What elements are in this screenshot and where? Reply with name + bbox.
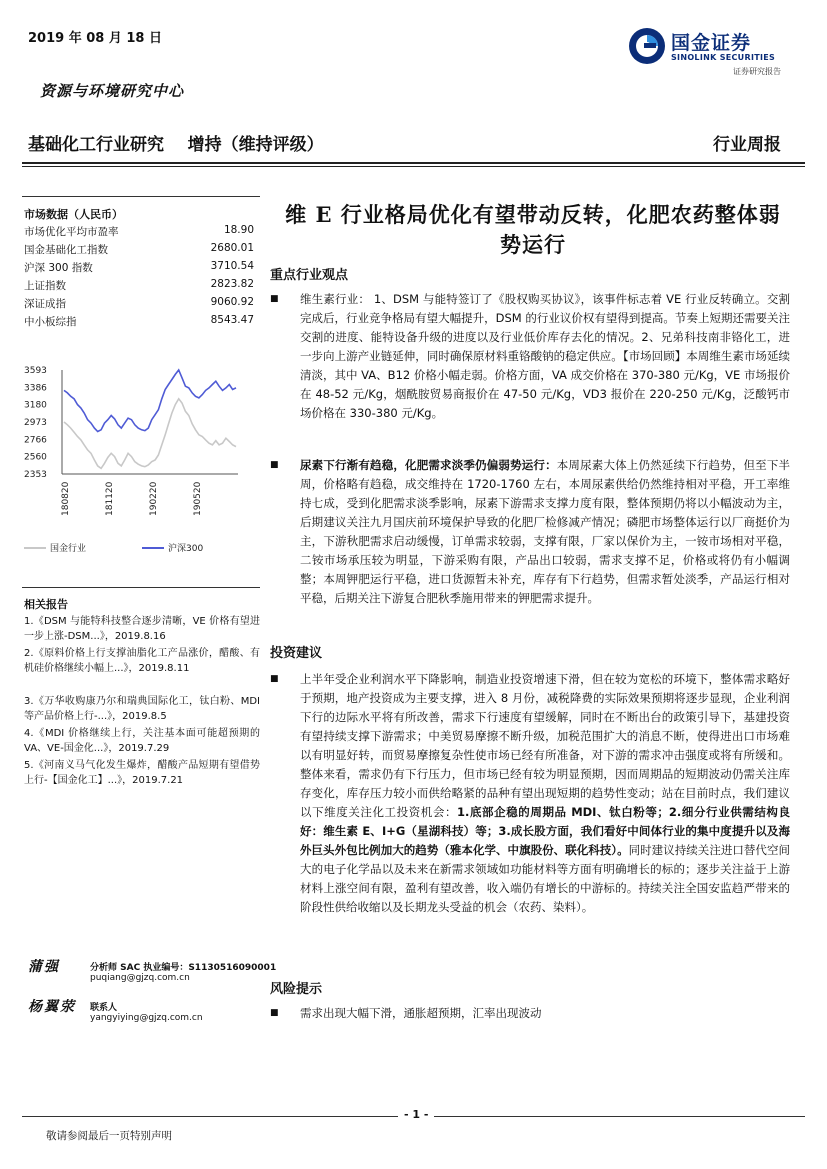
section-heading: 风险提示 — [270, 982, 323, 997]
bullet-square-icon: ■ — [270, 294, 279, 304]
related-report-item[interactable]: 2.《原料价格上行支撑油脂化工产品涨价，醋酸、有机硅价格继续小幅上...》，2019.8.11 — [24, 648, 260, 674]
paragraph: 需求出现大幅下滑，通胀超预期，汇率出现波动 — [300, 1006, 542, 1020]
y-tick-label: 2560 — [24, 452, 47, 463]
market-value: 8543.47 — [210, 314, 254, 326]
x-tick-label: 180820 — [61, 481, 71, 516]
footer-disclaimer: 敬请参阅最后一页特别声明 — [46, 1130, 172, 1142]
market-label: 上证指数 — [24, 280, 66, 292]
research-center: 资源与环境研究中心 — [40, 82, 185, 100]
paragraph — [300, 456, 790, 608]
paragraph: 维生素行业： 1、DSM 与能特签订了《股权购买协议》，该事件标志着 VE 行业反转确立。交割完成后，行业竞争格局有望大幅提升，DSM 的行业议价权有望得到提高。节奏上短期还需要关注交割的进度、能特设备升级的进度以及行业低价库存去化的情况。2、兄弟科技南非铬化工，进一步向上游产业链延伸，同时确保原材料重铬酸钠的稳定供应。【市场回顾】本周维生素市场延续清淡，其中 VA、B12 价格小幅走弱。价格方面，VA 成交价格在 370-380 元/Kg，VE 市场报价在 48-52 元/Kg，烟酰胺贸易商报价在 47-50 元/Kg，VD3 报价在 220-250 元/Kg，泛酸钙市场价格在 330-380 元/Kg。 — [300, 292, 790, 420]
bullet-square-icon: ■ — [270, 460, 279, 470]
report-date: 2019 年 08 月 18 日 — [28, 31, 162, 46]
related-report-item[interactable]: 1.《DSM 与能特科技整合逐步清晰，VE 价格有望进一步上涨-DSM...》，2019.8.16 — [24, 616, 260, 642]
logo-mark-icon — [627, 26, 667, 66]
paragraph-keyword: 尿素下行渐有趋稳，化肥需求淡季仍偏弱势运行： — [300, 458, 557, 472]
paragraph-keyword: 1.底部企稳的周期品 MDI、钛白粉等；2.细分行业供需结构良好：维生素 E、I+G（星湖科技）等；3.成长股方面，我们看好中间体行业的集中度提升以及海外巨头外包比例加大的趋势（雅本化学、中旗股份、联化科技）。 — [300, 805, 791, 857]
market-row — [24, 314, 254, 332]
market-label: 国金基础化工指数 — [24, 244, 108, 256]
index-line-chart — [22, 362, 244, 562]
market-value: 2680.01 — [210, 242, 254, 254]
market-row — [24, 296, 254, 314]
related-report-item[interactable]: 3.《万华收购康乃尔和瑞典国际化工，钛白粉、MDI 等产品价格上行-...》，2019.8.5 — [24, 696, 260, 722]
market-label: 中小板综指 — [24, 316, 77, 328]
sidebar-divider-top — [22, 196, 260, 197]
x-tick-label: 190520 — [193, 481, 203, 516]
analyst-name: 杨翼荥 — [28, 999, 76, 1015]
paragraph-text: 同时建议持续关注进口替代空间大的电子化学品以及未来在新需求领域如功能材料等方面有明确增长的标的；逐步关注益于上游材料上涨空间有限，盈利有望改善，收入端仍有增长的中游标的。持续关注全国安监趋严带来的阶段性供给收缩以及长期龙头受益的机会（农药、染料）。 — [300, 843, 790, 914]
market-label: 沪深 300 指数 — [24, 262, 93, 274]
series-line — [64, 370, 236, 432]
analyst-role: 联系人 — [90, 1003, 118, 1013]
market-value: 3710.54 — [210, 260, 254, 272]
analyst-name: 蒲强 — [28, 959, 60, 975]
report-main-title: 维 E 行业格局优化有望带动反转，化肥农药整体弱势运行 — [285, 202, 781, 257]
y-tick-label: 3386 — [24, 383, 47, 394]
market-row — [24, 224, 254, 242]
y-tick-label: 2766 — [24, 435, 47, 446]
market-data-heading: 市场数据（人民币） — [24, 208, 123, 221]
market-label: 深证成指 — [24, 298, 66, 310]
analyst-email[interactable]: yangyiying@gjzq.com.cn — [90, 1013, 203, 1023]
related-report-item[interactable]: 4.《MDI 价格继续上行，关注基本面可能超预期的 VA、VE-国金化...》，2019.7.29 — [24, 728, 260, 754]
market-value: 18.90 — [223, 224, 254, 236]
y-tick-label: 3593 — [24, 366, 47, 376]
legend-label: 国金行业 — [50, 544, 87, 554]
section-heading: 投资建议 — [270, 646, 323, 661]
header-divider-thin — [22, 166, 805, 167]
y-tick-label: 2353 — [24, 470, 47, 480]
bullet-square-icon: ■ — [270, 674, 279, 684]
y-tick-label: 2973 — [24, 418, 47, 428]
header-divider — [22, 162, 805, 164]
industry-title: 基础化工行业研究 增持（维持评级） — [28, 135, 324, 155]
section-heading: 重点行业观点 — [270, 268, 349, 283]
related-reports-heading: 相关报告 — [24, 598, 68, 611]
logo-en-text: SINOLINK SECURITIES — [671, 53, 776, 62]
related-report-item[interactable]: 5.《河南义马气化发生爆炸，醋酸产品短期有望借势上行-【国金化工】...》，2019.7.21 — [24, 760, 260, 786]
series-line — [64, 399, 236, 469]
logo-sub-text: 证券研究报告 — [733, 67, 781, 76]
analyst-email[interactable]: puqiang@gjzq.com.cn — [90, 973, 190, 983]
page-number: - 1 - — [398, 1108, 434, 1121]
legend-label: 沪深300 — [168, 544, 204, 554]
x-tick-label: 190220 — [149, 481, 159, 516]
paragraph-text: 上半年受企业利润水平下降影响，制造业投资增速下滑，但在较为宽松的环境下，整体需求略好于预期，地产投资成为主要支撑，进入 8 月份，减税降费的实际效果预期将逐步显现，企业利润下行的边际水平将有所改善，需求下行速度有望缓解，同时在不断出台的政策引导下，基建投资有望持续支撑下游需求；中美贸易摩擦不断升级，加税范围扩大的消息不断，使得进出口市场难以有明显好转，而贸易摩擦复杂性使市场已经有所准备，对下游的需求冲击强度或将有所缓和。整体来看，需求仍有下行压力，但市场已经有较为明显预期，因而周期品的短期波动仍需关注库存变化，库存压力较小而供给略紧的品种有望出现短期的趋势性变动；站在目前时点，我们建议以下维度关注化工投资机会： — [300, 672, 790, 819]
paragraph — [300, 670, 790, 917]
market-row — [24, 278, 254, 296]
bullet-square-icon: ■ — [270, 1008, 279, 1018]
sidebar-divider-mid — [22, 587, 260, 588]
market-value: 2823.82 — [210, 278, 254, 290]
paragraph-text: 本周尿素大体上仍然延续下行趋势，但至下半周，价格略有趋稳，成交维持在 1720-1760 左右，本周尿素供给仍然维持相对平稳，开工率维持七成，受到化肥需求淡季影响，尿素下游需求支撑力度有限，整体预期仍将以小幅波动为主，后期建议关注九月国庆前环境保护导致的化肥厂检修减产情况；磷肥市场整体运行以厂商挺价为主，下游秋肥需求启动缓慢，订单需求较弱，支撑有限，厂家以保价为主，一铵市场相对平稳，二铵市场承压较为明显，下游采购有限，产品出口较弱，需求支撑不足，价格或将仍有小幅调整；本周钾肥运行平稳，进口货源暂未补充，库存有下行趋势，但需求暂处淡季，产品运行相对平稳，后期关注下游复合肥秋季施用带来的钾肥需求提升。 — [300, 458, 791, 605]
y-tick-label: 3180 — [24, 400, 47, 411]
market-label: 市场优化平均市盈率 — [24, 226, 119, 238]
market-value: 9060.92 — [210, 296, 254, 308]
x-tick-label: 181120 — [105, 481, 115, 516]
logo-cn-text: 国金证券 — [671, 32, 752, 54]
market-row — [24, 242, 254, 260]
analyst-role: 分析师 SAC 执业编号：S1130516090001 — [90, 963, 277, 973]
company-logo — [625, 22, 785, 82]
market-row — [24, 260, 254, 278]
report-type: 行业周报 — [713, 135, 781, 155]
